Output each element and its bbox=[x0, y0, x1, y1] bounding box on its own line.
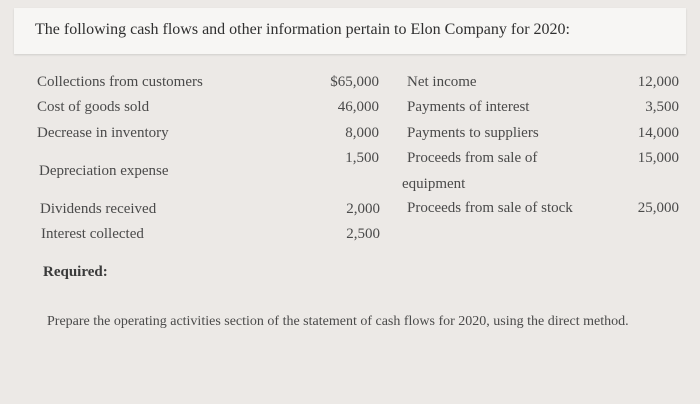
right-label: Proceeds from sale of stock bbox=[407, 200, 573, 216]
left-label: Decrease in inventory bbox=[37, 125, 169, 141]
left-label: Interest collected bbox=[41, 226, 144, 242]
right-label-continued: equipment bbox=[402, 176, 466, 192]
right-value: 14,000 bbox=[637, 125, 679, 141]
right-label: Payments to suppliers bbox=[407, 125, 539, 141]
left-label: Cost of goods sold bbox=[37, 99, 150, 115]
left-value: 46,000 bbox=[337, 99, 379, 115]
left-value: 8,000 bbox=[345, 125, 379, 141]
right-value: 15,000 bbox=[637, 150, 679, 166]
required-heading: Required: bbox=[43, 264, 108, 280]
right-value: 12,000 bbox=[637, 74, 679, 90]
left-label: Collections from customers bbox=[37, 74, 203, 90]
left-value: $65,000 bbox=[330, 74, 379, 90]
right-value: 25,000 bbox=[637, 200, 679, 216]
right-label: Proceeds from sale of bbox=[407, 150, 538, 166]
left-value: 2,000 bbox=[346, 201, 380, 217]
right-label: Payments of interest bbox=[407, 99, 530, 115]
instruction-text: Prepare the operating activities section of the statement of cash flows for 2020, using the direct method. bbox=[47, 314, 629, 329]
right-value: 3,500 bbox=[645, 99, 679, 115]
page-title: The following cash flows and other information pertain to Elon Company for 2020: bbox=[35, 21, 570, 38]
left-value: 2,500 bbox=[346, 226, 380, 242]
left-label: Dividends received bbox=[40, 201, 157, 217]
left-label: Depreciation expense bbox=[39, 163, 169, 179]
right-label: Net income bbox=[407, 74, 477, 90]
left-value: 1,500 bbox=[345, 150, 379, 166]
